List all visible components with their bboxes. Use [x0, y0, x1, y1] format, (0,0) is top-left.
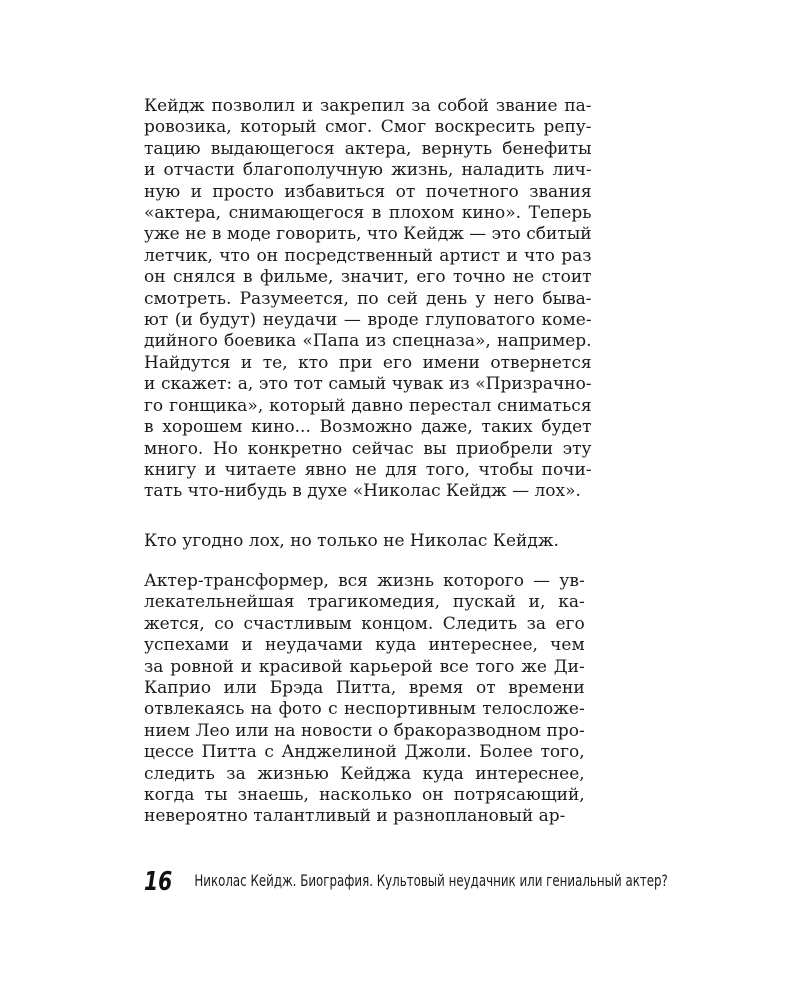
paragraph-1	[144, 96, 592, 503]
text-line: цессе Питта с Анджелиной Джоли. Более того,	[144, 742, 585, 763]
text-line: невероятно талантливый и разноплановый ар-	[144, 806, 566, 827]
text-line: лекательнейшая трагикомедия, пускай и, ка-	[144, 592, 585, 613]
text-line: уже не в моде говорить, что Кейдж — это сбитый	[144, 224, 592, 245]
text-line: нием Лео или на новости о бракоразводном про-	[144, 720, 585, 741]
text-line: он снялся в фильме, значит, его точно не стоит	[144, 267, 592, 288]
running-title: Николас Кейдж. Биография. Культовый неудачник или гениальный актер?	[194, 871, 668, 890]
page-number: 16	[144, 867, 173, 897]
text-line: тать что-нибудь в духе «Николас Кейдж — лох».	[144, 481, 581, 502]
text-line: книгу и читаете явно не для того, чтобы почи-	[144, 459, 592, 480]
text-line: летчик, что он посредственный артист и что раз	[144, 245, 592, 266]
text-line: и скажет: а, это тот самый чувак из «Призрачно-	[144, 374, 592, 395]
paragraph-3	[144, 571, 585, 828]
text-line: смотреть. Разумеется, по сей день у него быва-	[144, 288, 592, 309]
text-line: много. Но конкретно сейчас вы приобрели эту	[144, 438, 592, 459]
text-line: Кейдж позволил и закрепил за собой звание па-	[144, 96, 592, 116]
text-line: ровозика, который смог. Смог воскресить репу-	[144, 117, 592, 138]
page-footer	[144, 867, 668, 899]
text-line: ную и просто избавиться от почетного звания	[144, 181, 592, 202]
text-line: тацию выдающегося актера, вернуть бенефиты	[144, 138, 592, 159]
text-line: дийного боевика «Папа из спецназа», например.	[144, 331, 592, 352]
text-line: Актер-трансформер, вся жизнь которого — ув-	[144, 571, 585, 591]
text-line: и отчасти благополучную жизнь, наладить лич-	[144, 160, 592, 181]
text-line: жется, со счастливым концом. Следить за его	[144, 613, 585, 634]
text-line: успехами и неудачами куда интереснее, чем	[144, 635, 585, 656]
text-line: за ровной и красивой карьерой все того же Ди-	[144, 656, 585, 677]
text-line: Каприо или Брэда Питта, время от времени	[144, 678, 585, 699]
text-line: в хорошем кино... Возможно даже, таких будет	[144, 417, 592, 438]
text-line: го гонщика», который давно перестал сниматься	[144, 395, 592, 416]
text-line: когда ты знаешь, насколько он потрясающий,	[144, 785, 585, 806]
text-line: Кто угодно лох, но только не Николас Кейдж.	[144, 531, 559, 551]
paragraph-2	[144, 531, 559, 552]
text-line: отвлекаясь на фото с неспортивным телосложе-	[144, 699, 585, 720]
text-line: «актера, снимающегося в плохом кино». Теперь	[144, 203, 592, 224]
text-line: следить за жизнью Кейджа куда интереснее,	[144, 763, 585, 784]
text-line: Найдутся и те, кто при его имени отвернется	[144, 352, 592, 373]
text-line: ют (и будут) неудачи — вроде глуповатого коме-	[144, 310, 592, 331]
